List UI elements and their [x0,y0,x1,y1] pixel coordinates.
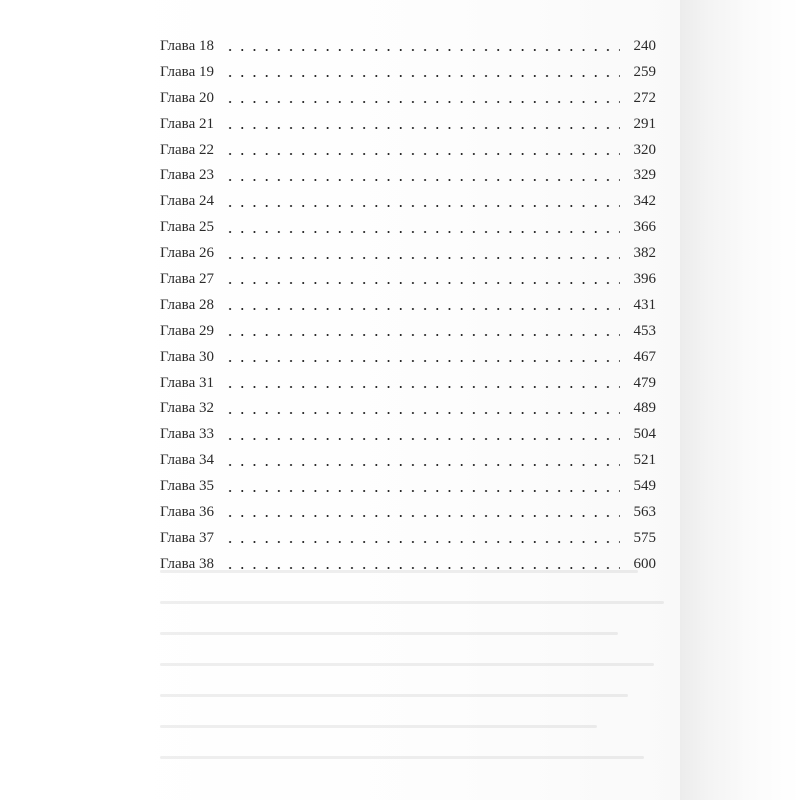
dot-leader [222,231,620,233]
toc-entry [160,526,656,552]
chapter-title: Глава 27 [160,271,214,288]
dot-leader [222,438,620,440]
dot-leader [222,334,620,336]
chapter-title: Глава 21 [160,115,214,132]
page-number: 382 [633,245,656,262]
page-number: 366 [633,219,656,236]
toc-entry [160,34,656,60]
toc-entry [160,241,656,267]
dot-leader [222,412,620,414]
toc-entry [160,86,656,112]
chapter-title: Глава 20 [160,89,214,106]
chapter-title: Глава 34 [160,452,214,469]
chapter-title: Глава 31 [160,374,214,391]
dot-leader [222,257,620,259]
toc-entry [160,552,656,578]
page-number: 291 [633,115,656,132]
dot-leader [222,308,620,310]
chapter-title: Глава 35 [160,478,214,495]
chapter-title: Глава 38 [160,555,214,572]
dot-leader [222,101,620,103]
page-number: 396 [633,271,656,288]
chapter-title: Глава 19 [160,63,214,80]
dot-leader [222,464,620,466]
chapter-title: Глава 22 [160,141,214,158]
chapter-title: Глава 33 [160,426,214,443]
toc-entry [160,138,656,164]
toc-entry [160,396,656,422]
page-number: 272 [633,89,656,106]
dot-leader [222,127,620,129]
dot-leader [222,567,620,569]
page-number: 431 [633,296,656,313]
toc-entry [160,371,656,397]
page-edge-shadow [680,0,800,800]
page-number: 521 [633,452,656,469]
toc-entry [160,345,656,371]
toc-entry [160,189,656,215]
chapter-title: Глава 26 [160,245,214,262]
dot-leader [222,205,620,207]
page-number: 489 [633,400,656,417]
dot-leader [222,515,620,517]
dot-leader [222,153,620,155]
dot-leader [222,490,620,492]
toc-entry [160,267,656,293]
chapter-title: Глава 30 [160,348,214,365]
page-number: 320 [633,141,656,158]
toc-entry [160,500,656,526]
chapter-title: Глава 29 [160,322,214,339]
chapter-title: Глава 28 [160,296,214,313]
chapter-title: Глава 25 [160,219,214,236]
dot-leader [222,49,620,51]
page-number: 259 [633,63,656,80]
toc-entry [160,60,656,86]
chapter-title: Глава 36 [160,504,214,521]
dot-leader [222,282,620,284]
page-number: 342 [633,193,656,210]
table-of-contents [160,34,656,578]
chapter-title: Глава 18 [160,38,214,54]
page-number: 479 [633,374,656,391]
page-number: 504 [633,426,656,443]
dot-leader [222,179,620,181]
toc-entry [160,163,656,189]
page-number: 563 [633,504,656,521]
page-number: 575 [633,529,656,546]
toc-entry [160,448,656,474]
dot-leader [222,360,620,362]
dot-leader [222,75,620,77]
toc-entry [160,474,656,500]
page-number: 600 [633,555,656,572]
dot-leader [222,386,620,388]
chapter-title: Глава 37 [160,529,214,546]
chapter-title: Глава 32 [160,400,214,417]
page-number: 240 [633,38,656,54]
toc-entry [160,293,656,319]
chapter-title: Глава 24 [160,193,214,210]
page-number: 329 [633,167,656,184]
dot-leader [222,541,620,543]
toc-entry [160,319,656,345]
toc-entry [160,422,656,448]
page-number: 549 [633,478,656,495]
toc-entry [160,215,656,241]
page-number: 467 [633,348,656,365]
chapter-title: Глава 23 [160,167,214,184]
page-number: 453 [633,322,656,339]
toc-entry [160,112,656,138]
show-through-text [160,570,680,800]
